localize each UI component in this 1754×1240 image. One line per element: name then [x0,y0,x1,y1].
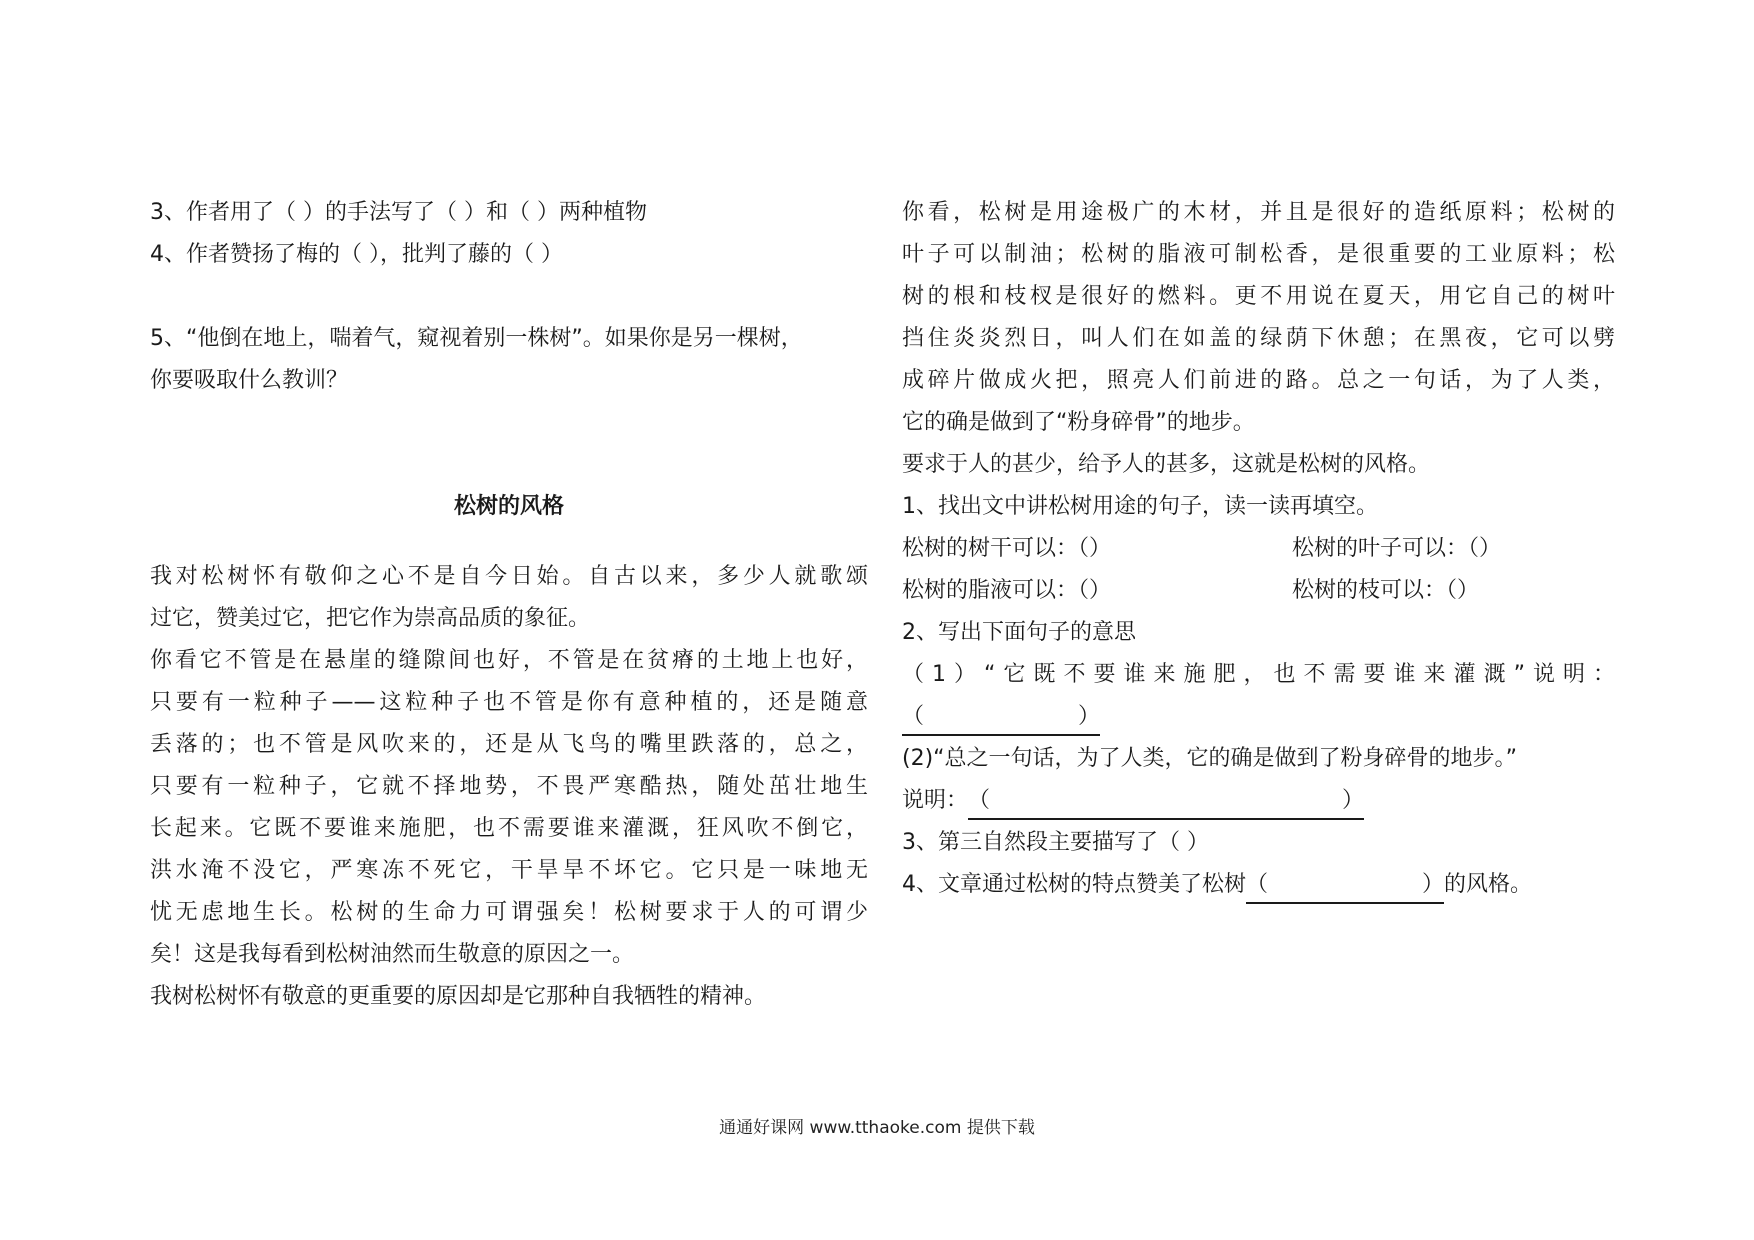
passage-line: 洪水淹不没它，严寒冻不死它，干旱旱不坏它。它只是一味地无 [150,858,868,883]
passage-line: 我树松树怀有敬意的更重要的原因却是它那种自我牺牲的精神。 [150,984,767,1009]
answer-blank: （ ） [1246,868,1444,904]
question-4-suffix: 的风格。 [1444,872,1533,897]
passage-line: 长起来。它既不要谁来施肥，也不需要谁来灌溉，狂风吹不倒它， [150,816,868,841]
passage-line: 只要有一粒种子，它就不择地势，不畏严寒酷热，随处茁壮地生 [150,774,868,799]
passage-line: 要求于人的甚少，给予人的甚多，这就是松树的风格。 [902,452,1431,477]
question-4-prefix: 4、文章通过松树的特点赞美了松树 [902,872,1246,897]
passage-line: 你看它不管是在悬崖的缝隙间也好，不管是在贫瘠的土地上也好， [150,648,868,673]
question-2-1: （1）“它既不要谁来施肥，也不需要谁来灌溉”说明： [902,662,1615,687]
left-column [150,192,868,1018]
question-4 [902,864,1615,906]
resin-use-blank: 松树的脂液可以：（） [902,578,1112,603]
question-2-1-answer-line [902,696,1615,738]
passage-line: 它的确是做到了“粉身碎骨”的地步。 [902,410,1255,435]
question-1-row-2 [902,570,1615,612]
passage-continuation [902,192,1615,486]
question-5-line-2: 你要吸取什么教训？ [150,368,349,393]
question-2: 2、写出下面句子的意思 [902,620,1136,645]
answer-space [150,276,868,318]
right-column [902,192,1615,906]
question-1-row-1 [902,528,1615,570]
passage-line: 忧无虑地生长。松树的生命力可谓强矣！松树要求于人的可谓少 [150,900,868,925]
passage-line: 你看，松树是用途极广的木材，并且是很好的造纸原料；松树的 [902,200,1615,225]
explain-label: 说明： [902,788,969,813]
passage-line: 过它，赞美过它，把它作为崇高品质的象征。 [150,606,591,631]
passage-line: 只要有一粒种子——这粒种子也不管是你有意种植的，还是随意 [150,690,868,715]
question-3: 3、第三自然段主要描写了（ ） [902,830,1209,855]
passage-line: 丢落的；也不管是风吹来的，还是从飞鸟的嘴里跌落的，总之， [150,732,868,757]
leaf-use-blank: 松树的叶子可以：（） [1292,536,1502,561]
passage-line: 树的根和枝杈是很好的燃料。更不用说在夏天，用它自己的树叶 [902,284,1615,309]
passage-body [150,556,868,1018]
question-4: 4、作者赞扬了梅的（ ），批判了藤的（ ） [150,242,563,267]
passage-line: 叶子可以制油；松树的脂液可制松香，是很重要的工业原料；松 [902,242,1615,267]
footer-credit: 通通好课网 www.tthaoke.com 提供下载 [719,1118,1035,1138]
passage-line: 挡住炎炎烈日，叫人们在如盖的绿荫下休憩；在黑夜，它可以劈 [902,326,1615,351]
question-3: 3、作者用了（ ）的手法写了（ ）和（ ）两种植物 [150,200,647,225]
trunk-use-blank: 松树的树干可以：（） [902,536,1112,561]
question-2-2: (2)“总之一句话，为了人类，它的确是做到了粉身碎骨的地步。” [902,746,1517,771]
passage-title: 松树的风格 [453,494,564,519]
question-1: 1、找出文中讲松树用途的句子，读一读再填空。 [902,494,1378,519]
answer-space [150,402,868,444]
passage-line: 矣！这是我每看到松树油然而生敬意的原因之一。 [150,942,635,967]
passage-line: 成碎片做成火把，照亮人们前进的路。总之一句话，为了人类， [902,368,1615,393]
question-5-line-1: 5、“他倒在地上，喘着气，窥视着别一株树”。如果你是另一棵树， [150,326,803,351]
question-2-2-answer-line [902,780,1615,822]
branch-use-blank: 松树的枝可以：（） [1292,578,1480,603]
answer-blank: （ ） [902,700,1100,736]
answer-blank: （ ） [968,784,1364,820]
passage-line: 我对松树怀有敬仰之心不是自今日始。自古以来，多少人就歌颂 [150,564,868,589]
